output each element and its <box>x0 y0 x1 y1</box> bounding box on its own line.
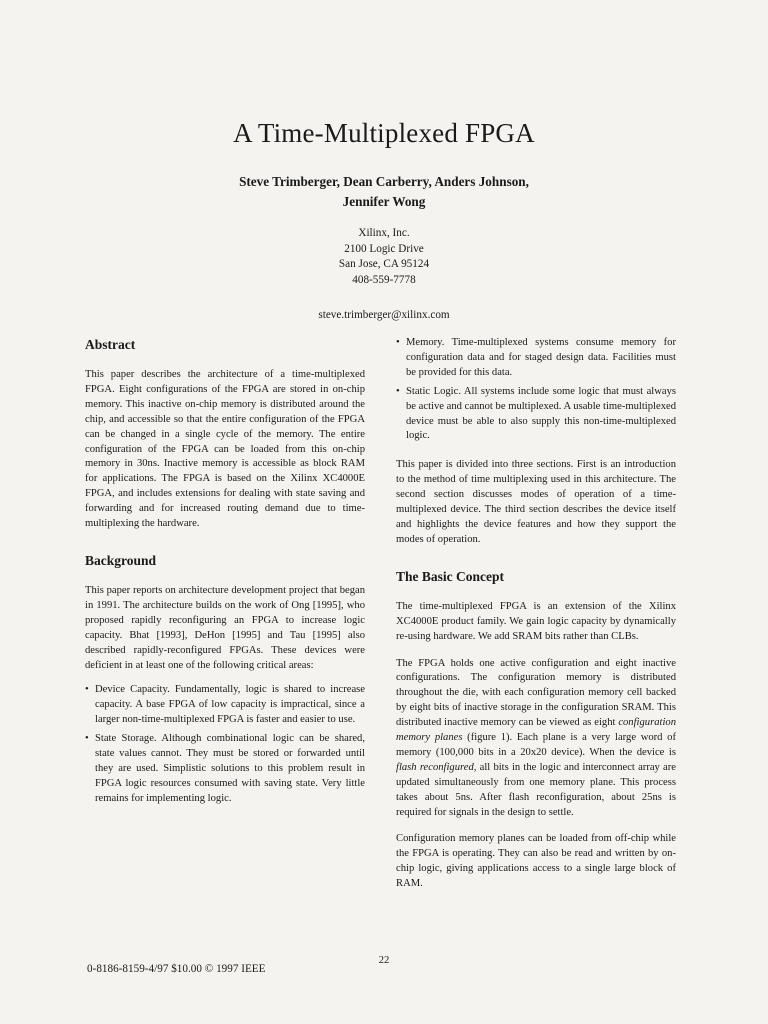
affiliation-street: 2100 Logic Drive <box>344 242 424 255</box>
bullet-text: Memory. Time-multiplexed systems consume memory for configuration data and for staged design data. Facilities must be provided for this data. <box>406 337 676 378</box>
right-column <box>396 336 676 902</box>
affiliation <box>0 226 768 288</box>
affiliation-company: Xilinx, Inc. <box>358 227 410 239</box>
background-heading: Background <box>85 552 157 568</box>
background-bullet-list <box>85 683 365 806</box>
bullet-state-storage <box>85 732 365 807</box>
p2-emphasis-flash: flash reconfigured <box>396 761 474 773</box>
left-column <box>85 336 365 817</box>
basic-concept-p1: The time-multiplexed FPGA is an extension of the Xilinx XC4000E product family. We gain logic capacity by dynamically re-using hardware. We add SRAM bits rather than CLBs. <box>396 600 676 642</box>
author-list <box>0 172 768 212</box>
basic-concept-p3: Configuration memory planes can be loaded from off-chip while the FPGA is operating. They can also be read and written by on-chip logic, giving applications access to a single large block of RAM. <box>396 833 676 890</box>
bullet-marker: • <box>85 733 89 745</box>
p2-text-c: , all bits in the logic and interconnect array are updated simultaneously from one memory plane. This process takes about 5ns. After flash reconfiguration, about 25ns is required for signals in the design to settle. <box>396 761 676 818</box>
affiliation-city: San Jose, CA 95124 <box>338 258 430 270</box>
sections-paragraph: This paper is divided into three sections. First is an introduction to the method of time multiplexing used in this architecture. The second section discusses modes of operation of a time-multiplexed device. The third section describes the device itself and highlights the device features and how they support the modes of operation. <box>396 459 676 545</box>
bullet-memory <box>396 336 676 381</box>
p2-text-a: The FPGA holds one active configuration and eight inactive configurations. The configuration memory is distributed throughout the die, with each configuration memory cell backed by eight bits of inactive storage in the configuration SRAM. This distributed inactive memory can be viewed as eight <box>396 657 676 729</box>
bullet-text: State Storage. Although combinational logic can be shared, state values cannot. They must be stored or forwarded until they are used. Simplistic solutions to this problem result in FPGA logic resources consumed with saving state. Very little remains for implementing logic. <box>95 733 365 804</box>
copyright-footer: 0-8186-8159-4/97 $10.00 © 1997 IEEE <box>87 963 266 975</box>
background-intro: This paper reports on architecture development project that began in 1991. The architecture builds on the work of Ong [1995], who proposed rapidly reconfiguring an FPGA to increase logic capacity. Bhat [1993], DeHon [1995] and Tau [1995] also described rapidly-reconfigured FPGAs. These devices were deficient in at least one of the following critical areas: <box>85 584 365 671</box>
bullet-text: Static Logic. All systems include some logic that must always be active and cannot be multiplexed. A usable time-multiplexed device must be able to also supply this non-time-multiplexed logic. <box>406 385 676 442</box>
author-email: steve.trimberger@xilinx.com <box>318 309 450 321</box>
p2-emphasis-planes: configuration memory planes <box>396 717 676 744</box>
bullet-marker: • <box>85 684 89 696</box>
right-bullet-list <box>396 336 676 444</box>
paper-title: A Time-Multiplexed FPGA <box>233 118 535 148</box>
authors-line-1: Steve Trimberger, Dean Carberry, Anders Johnson, <box>239 174 529 189</box>
p2-text-b: (figure 1). Each plane is a very large word of memory (100,000 bits in a 20x20 device). When the device is <box>396 732 677 758</box>
basic-concept-p2 <box>396 657 676 821</box>
bullet-device-capacity <box>85 683 365 728</box>
page-number: 22 <box>378 955 390 966</box>
authors-line-2: Jennifer Wong <box>342 194 426 209</box>
affiliation-phone: 408-559-7778 <box>352 273 416 286</box>
bullet-static-logic <box>396 385 676 445</box>
bullet-marker: • <box>396 337 400 348</box>
abstract-heading: Abstract <box>85 337 136 352</box>
bullet-text: Device Capacity. Fundamentally, logic is shared to increase capacity. A base FPGA of low capacity is impractical, since a larger non-time-multiplexed FPGA is faster and easier to use. <box>95 684 365 726</box>
abstract-text: This paper describes the architecture of a time-multiplexed FPGA. Eight configurations of the FPGA are stored in on-chip memory. This inactive on-chip memory is distributed around the chip, and accessible so that the entire configuration of the FPGA can be changed in a single cycle of the memory. The entire configuration of the FPGA can be loaded from this on-chip memory in 30ns. Inactive memory is accessible as block RAM for applications. The FPGA is based on the Xilinx XC4000E FPGA, and includes extensions for dealing with state saving and forwarding and for increased routing demand due to time-multiplexing the hardware. <box>85 369 365 530</box>
bullet-marker: • <box>396 385 400 397</box>
basic-concept-heading: The Basic Concept <box>396 568 504 584</box>
